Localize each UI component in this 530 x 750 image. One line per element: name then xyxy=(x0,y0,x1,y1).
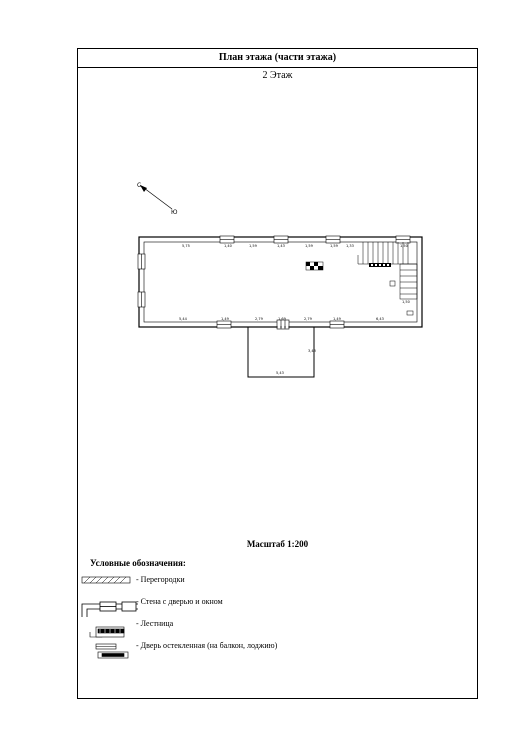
legend-item-glazed-door: - Дверь остекленная (на балкон, лоджию) xyxy=(136,641,278,650)
legend-item-partitions: - Перегородки xyxy=(136,575,185,584)
dim-bottom-1: 5,44 xyxy=(179,317,187,321)
dim-bottom-2: 1,49 xyxy=(221,317,229,321)
legend-item-stairs: - Лестница xyxy=(136,619,174,628)
dim-porch-side: 3,43 xyxy=(308,349,316,353)
dim-right: 1,50 xyxy=(402,300,410,304)
scale-label: Масштаб 1:200 xyxy=(246,539,309,549)
dim-top-8: 1,50 xyxy=(400,244,408,248)
legend-title: Условные обозначения: xyxy=(90,558,186,568)
dim-top-5: 1,59 xyxy=(305,244,313,248)
dim-porch-bottom: 5,43 xyxy=(276,371,284,375)
compass-south: Ю xyxy=(171,209,178,216)
dim-top-2: 1,40 xyxy=(224,244,232,248)
dim-bottom-5: 2,79 xyxy=(304,317,312,321)
drawing-sheet xyxy=(77,48,478,699)
dim-bottom-3: 2,79 xyxy=(255,317,263,321)
floor-label: 2 Этаж xyxy=(262,70,293,81)
compass-north: С xyxy=(137,182,142,189)
legend-item-wall-door-window: - Стена с дверью и окном xyxy=(136,597,223,606)
dim-top-6: 1,59 xyxy=(330,244,338,248)
wall-door-window-icon xyxy=(82,602,138,617)
dim-top-3: 1,59 xyxy=(249,244,257,248)
dim-bottom-6: 1,49 xyxy=(333,317,341,321)
document-title: План этажа (части этажа) xyxy=(78,49,477,68)
dim-top-4: 1,43 xyxy=(277,244,285,248)
partition-icon xyxy=(82,577,130,583)
glazed-door-icon xyxy=(96,644,128,658)
stairs-icon xyxy=(90,627,124,637)
dim-bottom-7: 6,43 xyxy=(376,317,384,321)
dim-top-1: 5,75 xyxy=(182,244,190,248)
dim-top-7: 1,33 xyxy=(346,244,354,248)
dim-bottom-4: 1,69 xyxy=(278,317,286,321)
